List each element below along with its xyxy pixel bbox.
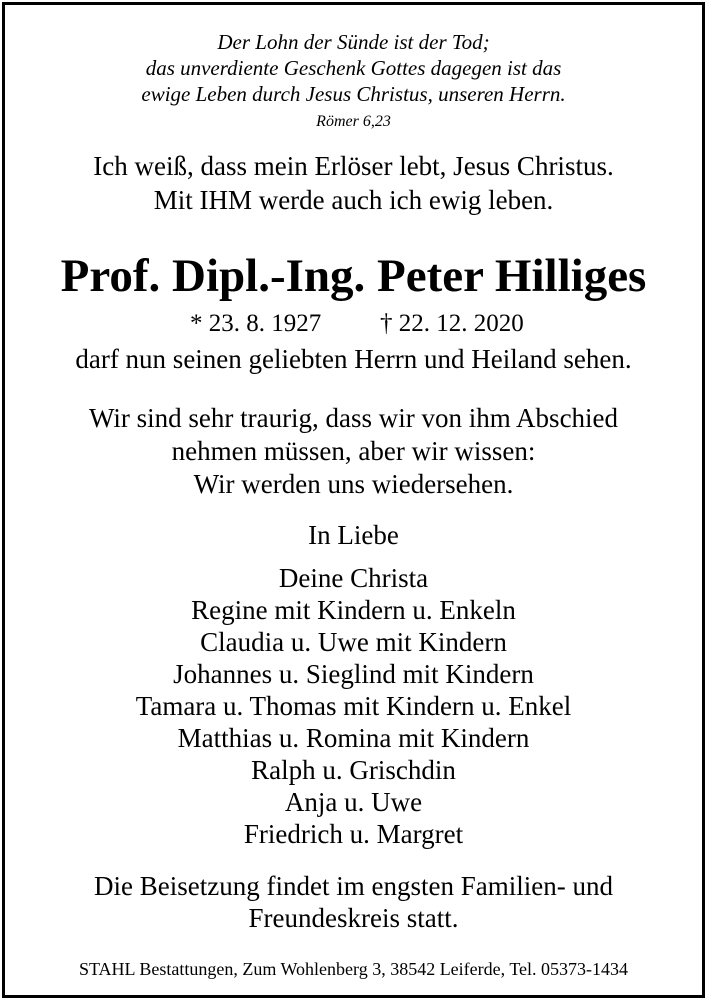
funeral-home-footer: STAHL Bestattungen, Zum Wohlenberg 3, 38542 Leiferde, Tel. 05373-1434 [78, 959, 629, 979]
mourner-name: Regine mit Kindern u. Enkeln [191, 595, 516, 625]
obituary-frame [2, 2, 705, 998]
deceased-phrase: darf nun seinen geliebten Herrn und Heiland sehen. [75, 344, 632, 374]
mourner-name: Friedrich u. Margret [243, 819, 464, 849]
mourners-intro: In Liebe [308, 520, 399, 550]
bible-verse-reference: Römer 6,23 [316, 113, 391, 130]
deceased-name: Prof. Dipl.-Ing. Peter Hilliges [60, 250, 647, 302]
life-dates [5, 311, 702, 337]
mourner-name: Ralph u. Grischdin [251, 755, 456, 785]
message-line-3: Wir werden uns wiedersehen. [193, 469, 514, 499]
burial-note-line-1: Die Beisetzung findet im engsten Familien- und [94, 871, 613, 901]
mourner-name: Anja u. Uwe [284, 787, 423, 817]
bible-verse-line-3: ewige Leben durch Jesus Christus, unseren Herrn. [141, 82, 566, 106]
message-line-2: nehmen müssen, aber wir wissen: [171, 436, 536, 466]
mourner-name: Johannes u. Sieglind mit Kindern [173, 659, 534, 689]
bible-verse-line-2: das unverdiente Geschenk Gottes dagegen ist das [145, 56, 562, 80]
faith-quote-line-1: Ich weiß, dass mein Erlöser lebt, Jesus Christus. [93, 151, 614, 181]
bible-verse-line-1: Der Lohn der Sünde ist der Tod; [217, 30, 490, 54]
mourner-name: Deine Christa [278, 563, 429, 593]
birth-date: * 23. 8. 1927 [190, 310, 322, 337]
message-line-1: Wir sind sehr traurig, dass wir von ihm Abschied [88, 403, 619, 433]
mourner-name: Claudia u. Uwe mit Kindern [200, 627, 507, 657]
faith-quote-line-2: Mit IHM werde auch ich ewig leben. [153, 185, 554, 215]
mourner-name: Tamara u. Thomas mit Kindern u. Enkel [135, 691, 572, 721]
death-date: † 22. 12. 2020 [380, 310, 524, 337]
mourner-name: Matthias u. Romina mit Kindern [177, 723, 530, 753]
burial-note-line-2: Freundeskreis statt. [248, 903, 459, 933]
